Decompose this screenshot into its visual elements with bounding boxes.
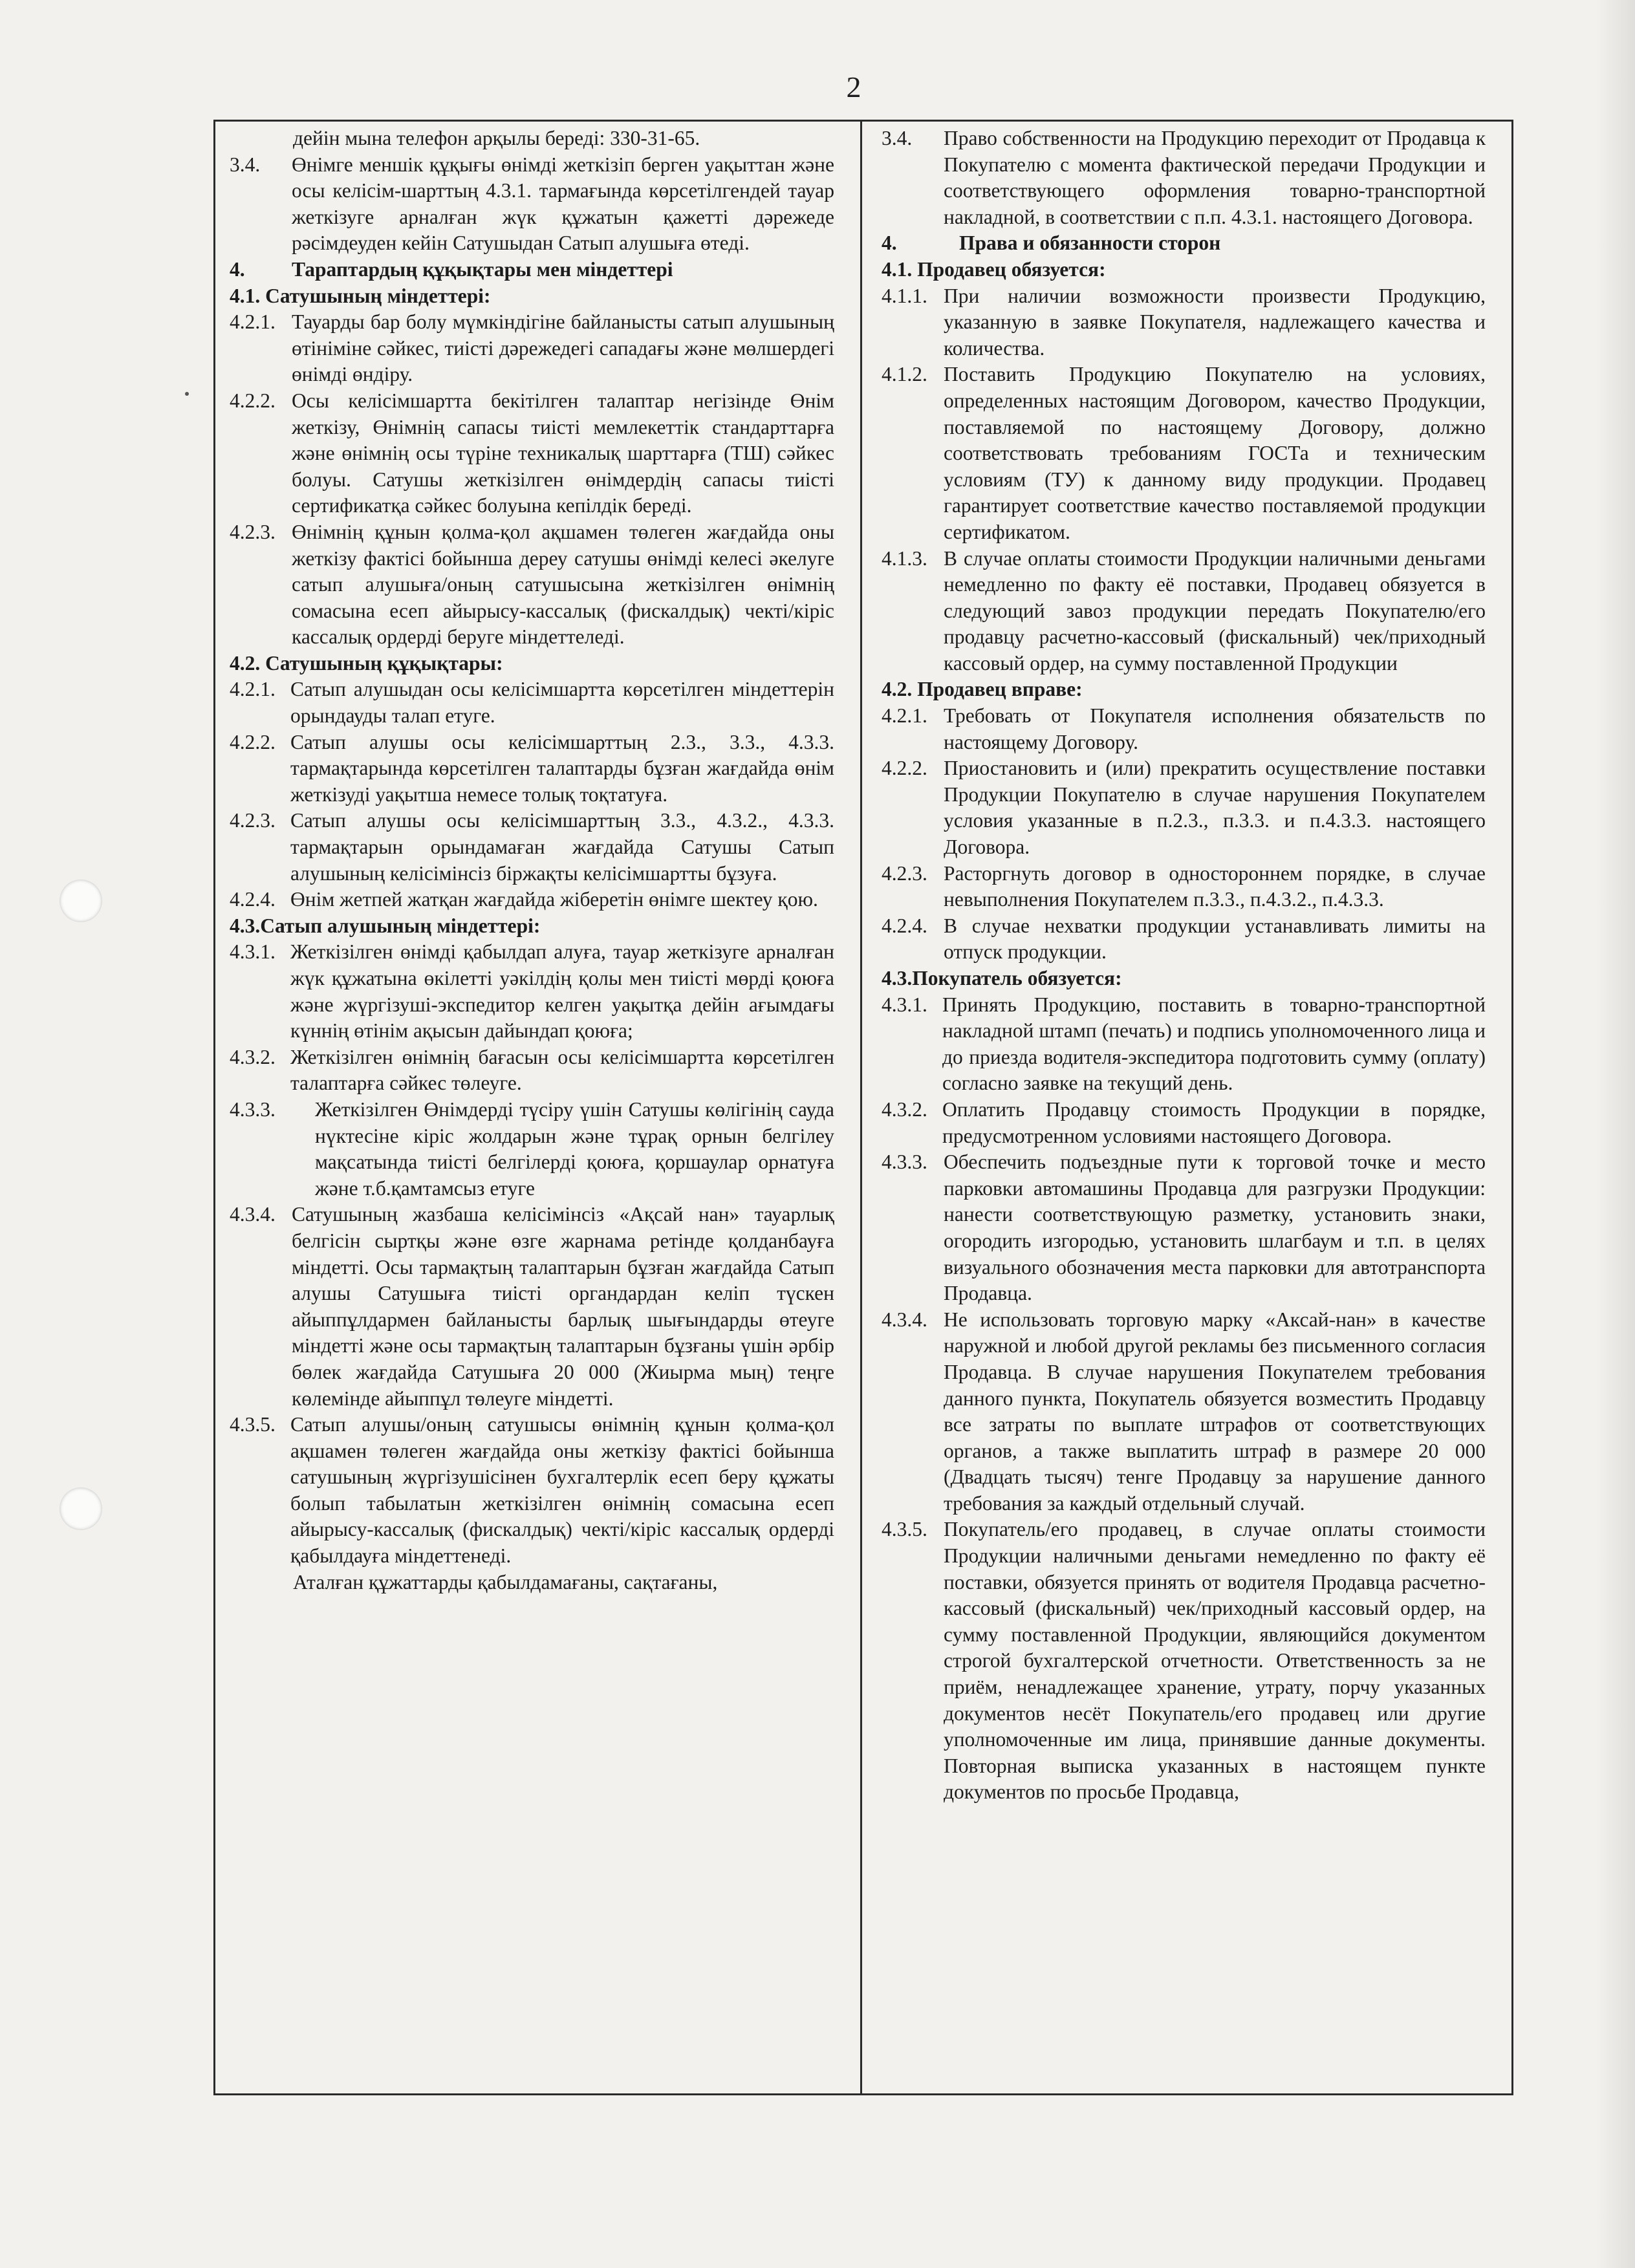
clause (230, 676, 834, 729)
punch-hole (60, 880, 102, 922)
clause-text: Өнімге меншік құқығы өнімді жеткізіп берген уақыттан және осы келісім-шарттың 4.3.1. тармағында көрсетілгендей тауар жеткізуге арналған жүк құжатын қажетті дәрежеде рәсімдеуден кейін Сатушыдан Сатып алушыға өтеді. (292, 153, 834, 255)
heading-text: Тараптардың құқықтары мен міндеттері (292, 257, 673, 281)
subsection-heading: 4.2. Сатушының құқықтары: (230, 651, 503, 675)
clause-number: 4.3.3. (882, 1150, 927, 1174)
clause-number: 4.2.4. (882, 914, 927, 937)
bilingual-contract-table (213, 120, 1513, 2095)
russian-column (862, 122, 1511, 2093)
clause (882, 1097, 1486, 1149)
clause (882, 1307, 1486, 1517)
section-heading-4 (230, 257, 834, 283)
clause-number: 4.3.4. (882, 1308, 927, 1331)
clause-number: 4.3.1. (882, 993, 927, 1016)
clause-text: Сатып алушы осы келісімшарттың 3.3., 4.3.2., 4.3.3. тармақтарын орындамаған жағдайда Сатушы Сатып алушының келісімінсіз біржақты келісімшартты бұзуға. (290, 809, 834, 885)
subsection-heading: 4.2. Продавец вправе: (882, 678, 1083, 701)
subsection-heading: 4.1. Сатушының міндеттері: (230, 284, 491, 307)
clause (230, 309, 834, 388)
clause-number: 4.3.3. (230, 1097, 276, 1121)
clause-number: 4.3.5. (230, 1413, 276, 1436)
clause (882, 992, 1486, 1097)
page-number: 2 (846, 70, 861, 103)
clause-text: При наличии возможности произвести Продукцию, указанную в заявке Покупателя, надлежащего качества и количества. (944, 284, 1486, 360)
clause-number: 4. (882, 232, 897, 255)
clause-text: Сатып алушы осы келісімшарттың 2.3., 3.3., 4.3.3. тармақтарында көрсетілген талаптарды бұзған жағдайда өнім жеткізуді уақытша немесе толық тоқтатуға. (290, 730, 834, 806)
clause-text: Осы келісімшартта бекітілген талаптар негізінде Өнім жеткізу, Өнімнің сапасы тиісті мемлекеттік стандарттарға және өнімнің осы түріне техникалық шарттарға (ТШ) сәйкес болуы. Сатушы жеткізілген өнімдердің сапасы тиісті сертификатқа сәйкес болуына кепілдік береді. (292, 389, 834, 517)
clause-number: 4.2.3. (230, 520, 276, 543)
clause (230, 808, 834, 887)
clause-text: Принять Продукцию, поставить в товарно-транспортной накладной штамп (печать) и подпись уполномоченного лица и до приезда водителя-экспедитора подготовить сумму (оплату) согласно заявке на текущий день. (942, 993, 1486, 1095)
paper-edge-shadow (1596, 0, 1635, 2268)
clause-text: Поставить Продукцию Покупателю на условиях, определенных настоящим Договором, качество Продукции, поставляемой по настоящему Договору, должно соответствовать требованиям ГОСТа и техническим условиям (ТУ) к данному виду продукции. Продавец гарантирует соответствие качество поставляемой продукции сертификатом. (944, 363, 1486, 543)
clause-text: В случае оплаты стоимости Продукции наличными деньгами немедленно по факту её поставки, Продавец обязуется в следующий завоз продукции передать Покупателю/его продавцу расчетно-кассовый (фискальный) чек/приходный кассовый ордер, на сумму поставленной Продукции (944, 546, 1486, 675)
clause-text: Оплатить Продавцу стоимость Продукции в порядке, предусмотренном условиями настоящего Договора. (942, 1097, 1486, 1147)
clause (882, 703, 1486, 755)
clause (882, 546, 1486, 677)
heading-text: Права и обязанности сторон (959, 232, 1221, 255)
clause (882, 755, 1486, 860)
clause-number: 4.2.1. (230, 310, 276, 334)
clause-text: Жеткізілген өнімнің бағасын осы келісімшартта көрсетілген талаптарға сәйкес төлеуге. (290, 1045, 834, 1095)
clause (230, 388, 834, 519)
clause-number: 4.2.4. (230, 888, 276, 911)
clause-text: Приостановить и (или) прекратить осуществление поставки Продукции Покупателю в случае нарушения Покупателем условия указанные в п.2.3., п.3.3. и п.4.3.3. настоящего Договора. (944, 757, 1486, 859)
clause (230, 887, 834, 913)
clause-text: Жеткізілген өнімді қабылдап алуға, тауар жеткізуге арналған жүк құжатына өкілетті уәкілдің қолы мен тиісті мөрді қоюға және жүргізуші-экспедитор келген уақытқа дейін ағымдағы күннің өтінім ақысын дайындап қоюға; (290, 940, 834, 1042)
subsection-heading: 4.1. Продавец обязуется: (882, 257, 1106, 281)
clause-number: 4.2.3. (230, 809, 276, 832)
clause-text: Жеткізілген Өнімдерді түсіру үшін Сатушы көлігінің сауда нүктесіне кіріс жолдарын және тұрақ орнын белгілеу мақсатында тиісті белгілерді қоюға, қоршаулар орнатуға және т.б.қамтамсыз етуге (315, 1097, 834, 1200)
clause-number: 4.3.2. (882, 1097, 927, 1121)
clause (882, 861, 1486, 913)
clause (882, 362, 1486, 545)
clause-text: Покупатель/его продавец, в случае оплаты стоимости Продукции наличными деньгами немедленно по факту её поставки, обязуется принять от водителя Продавца расчетно-кассовый (фискальный) чек/приходный кассовый ордер, на сумму поставленной Продукции, являющийся документом строгой бухгалтерской отчетности. Ответственность за не приём, ненадлежащее хранение, утрату, порчу указанных документов несёт Покупатель/его продавец или другие уполномоченные им лица, принявшие данные документы. Повторная выписка указанных в настоящем пункте документов по просьбе Продавца, (944, 1518, 1486, 1804)
clause-number: 4. (230, 257, 245, 281)
clause-number: 4.1.3. (882, 546, 927, 570)
clause (230, 1202, 834, 1412)
clause-text: Өнімнің құнын қолма-қол ақшамен төлеген жағдайда оны жеткізу фактісі бойынша дереу сатушы өнімді келесі әкелуге сатып алушыға/оның сатушысына жеткізілген өнімнің сомасына есеп айырысу-кассалық (фискалдық) чекті/кіріс кассалық ордерді беруге міндеттеледі. (292, 520, 834, 649)
clause-number: 4.2.1. (882, 704, 927, 728)
clause-number: 4.3.2. (230, 1045, 276, 1068)
clause-text: Требовать от Покупателя исполнения обязательств по настоящему Договору. (944, 704, 1486, 753)
clause-number: 4.3.1. (230, 940, 276, 964)
clause (230, 1097, 834, 1202)
clause-text: Расторгнуть договор в одностороннем порядке, в случае невыполнения Покупателем п.3.3., п.4.3.2., п.4.3.3. (944, 861, 1486, 911)
clause (230, 729, 834, 808)
clause-text: В случае нехватки продукции устанавливать лимиты на отпуск продукции. (944, 914, 1486, 964)
clause-number: 3.4. (230, 153, 261, 176)
paragraph-text: Аталған құжаттарды қабылдамағаны, сақтағаны, (293, 1570, 718, 1593)
clause (230, 1412, 834, 1570)
clause-text: Тауарды бар болу мүмкіндігіне байланысты сатып алушының өтініміне сәйкес, тиісті дәрежедегі сападағы және мөлшердегі өнімді өндіру. (292, 310, 834, 386)
subsection-heading: 4.3.Покупатель обязуется: (882, 967, 1122, 989)
clause-number: 3.4. (882, 127, 913, 149)
clause-number: 4.1.1. (882, 284, 927, 307)
ink-dot (185, 392, 189, 396)
clause (882, 913, 1486, 966)
clause-3-4 (230, 152, 834, 257)
clause (230, 519, 834, 651)
clause-text: Не использовать торговую марку «Аксай-нан» в качестве наружной и любой другой рекламы без письменного согласия Продавца. В случае нарушения Покупателем требования данного пункта, Покупатель обязуется возместить Продавцу все затраты по выплате штрафов от соответствующих органов, а также выплатить штраф в размере 20 000 (Двадцать тысяч) тенге Продавцу за нарушение данного требования за каждый отдельный случай. (944, 1308, 1486, 1515)
clause-number: 4.2.2. (230, 730, 276, 753)
kazakh-column (215, 122, 862, 2093)
paragraph-text: дейін мына телефон арқылы береді: 330-31-65. (293, 127, 700, 149)
clause-number: 4.2.3. (882, 861, 927, 885)
clause-text: Сатып алушы/оның сатушысы өнімнің құнын қолма-қол ақшамен төлеген жағдайда оны жеткізу фактісі бойынша сатушының жүргізушісінен бухгалтерлік есеп беру құжаты болып табылатын жеткізілген өнімнің сомасына есеп айырысу-кассалық (фискалдық) чекті/кіріс кассалық ордерді қабылдауға міндеттенеді. (290, 1413, 834, 1568)
clause-text: Право собственности на Продукцию переходит от Продавца к Покупателю с момента фактической передачи Продукции и соответствующего оформления товарно-транспортной накладной, в соответствии с п.п. 4.3.1. настоящего Договора. (944, 127, 1486, 228)
clause-number: 4.1.2. (882, 363, 927, 386)
clause-number: 4.2.1. (230, 678, 276, 701)
clause-3-4 (882, 125, 1486, 230)
clause-text: Обеспечить подъездные пути к торговой точке и место парковки автомашины Продавца для разгрузки Продукции: нанести соответствующую разметку, установить знаки, огородить изгородью, установить шлагбаум и т.п. в целях визуального обозначения места парковки для автотранспорта Продавца. (944, 1150, 1486, 1305)
clause-text: Сатып алушыдан осы келісімшартта көрсетілген міндеттерін орындауды талап етуге. (290, 678, 834, 728)
clause-text: Сатушының жазбаша келісімінсіз «Ақсай нан» тауарлық белгісін сыртқы және өзге жарнама ретінде қолданбауға міндетті. Осы тармақтың талаптарын бұзған жағдайда Сатып алушы Сатушыға тиісті органдардан келіп түскен айыппұлдармен байланысты барлық шығындарды өтеуге міндетті және осы тармақтың талаптарын бұзғаны үшін әрбір бөлек жағдайда Сатушыға 20 000 (Жиырма мың) теңге көлемінде айыппұл төлеуге міндетті. (292, 1203, 834, 1410)
clause-number: 4.2.2. (882, 757, 927, 780)
clause (882, 1517, 1486, 1806)
clause (230, 1044, 834, 1097)
subsection-heading: 4.3.Сатып алушының міндеттері: (230, 914, 541, 937)
clause-number: 4.2.2. (230, 389, 276, 412)
clause (882, 1149, 1486, 1307)
clause-number: 4.3.5. (882, 1518, 927, 1541)
section-heading-4 (882, 230, 1486, 257)
punch-hole (60, 1487, 102, 1530)
clause (882, 283, 1486, 362)
clause (230, 939, 834, 1044)
clause-number: 4.3.4. (230, 1203, 276, 1226)
clause-text: Өнім жетпей жатқан жағдайда жіберетін өнімге шектеу қою. (290, 888, 818, 911)
